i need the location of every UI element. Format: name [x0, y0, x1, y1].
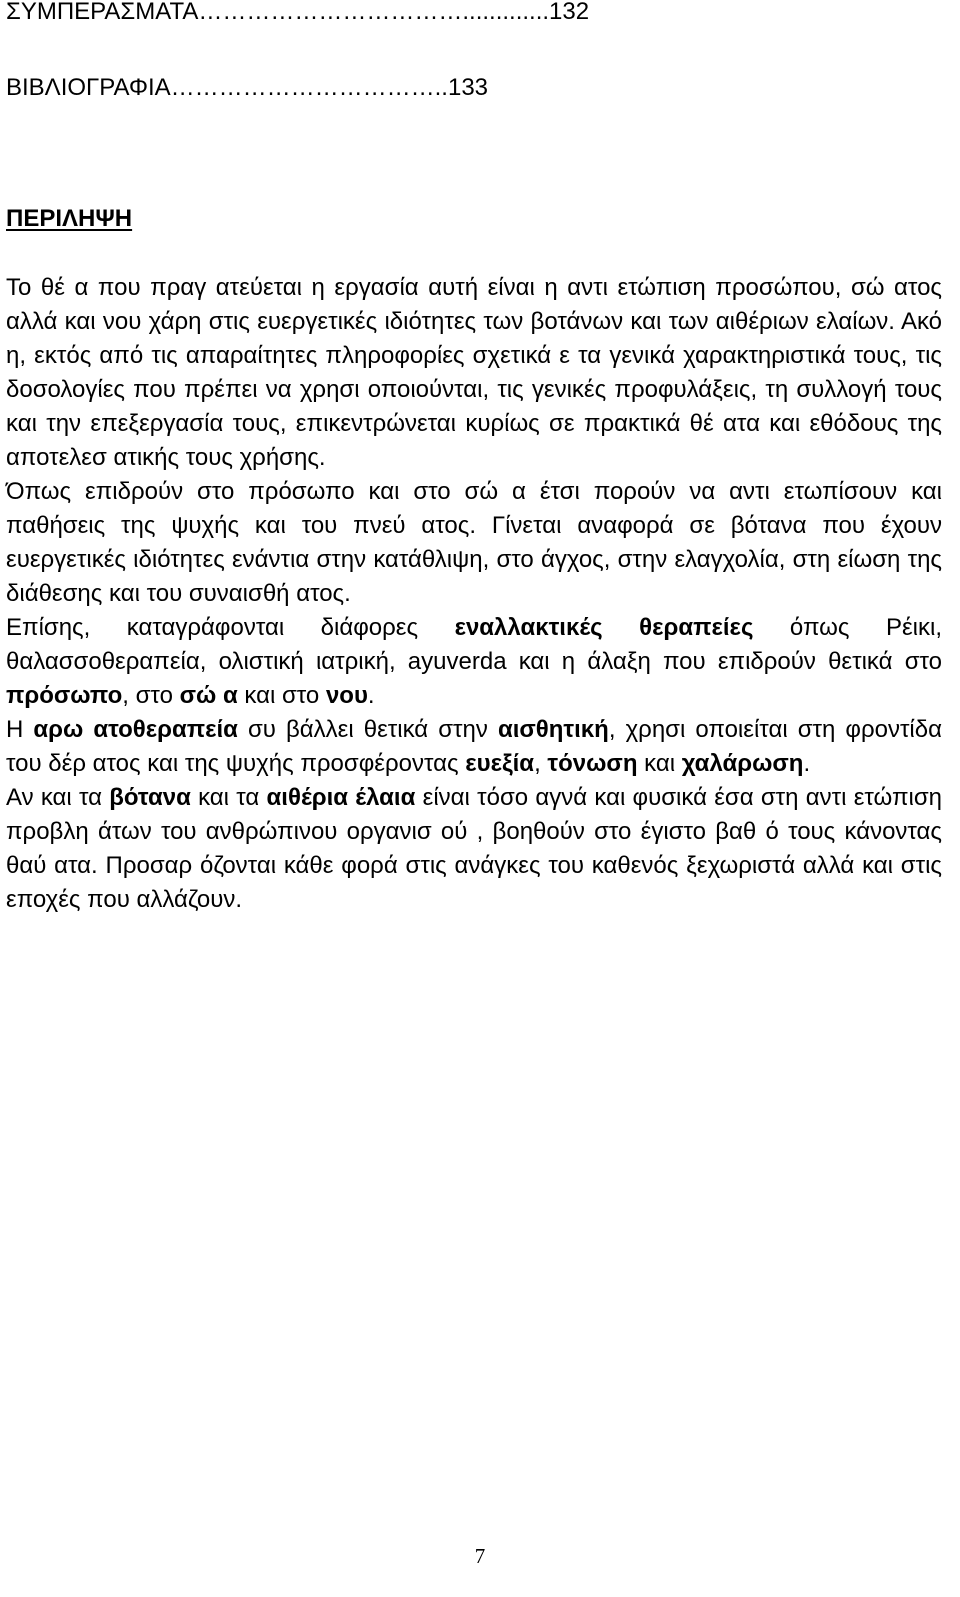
toc-entry-leader: ……………………………..	[170, 74, 448, 101]
text-run: Επίσης, καταγράφονται διάφορες	[6, 614, 455, 641]
text-run: όπως Ρέικι, θαλασσοθεραπεία, ολιστική ιατρική, ayuverda και η άλαξη που επιδρούν θετικά στο	[6, 614, 942, 675]
text-run: , χρησι οποιείται στη φροντίδα του δέρ ατος και της ψυχής προσφέροντας	[6, 716, 943, 777]
text-run: .	[803, 750, 811, 777]
paragraph-2: Όπως επιδρούν στο πρόσωπο και στο σώ α έτσι πορούν να αντι ετωπίσουν και παθήσεις της ψυχής και του πνεύ ατος. Γίνεται αναφορά σε βότανα που έχουν ευεργετικές ιδιότητες ενάντια στην κατάθλιψη, στο άγχος, στην ελαγχολία, στη είωση της διάθεσης και του συναισθή ατος.	[6, 478, 942, 607]
bold-term: αιθέρια έλαια	[266, 784, 416, 811]
text-run: είναι τόσο αγνά και φυσικά έσα στη αντι ετώπιση προβλη άτων του ανθρώπινου οργανισ ού , βοηθούν στο έγιστο βαθ ό τους κάνοντας θαύ ατα. Προσαρ όζονται κάθε φορά στις ανάγκες του καθενός ξεχωριστά αλλά και στις εποχές που αλλάζουν.	[6, 784, 942, 913]
bold-term: αρω ατοθεραπεία	[33, 716, 238, 743]
bold-term: πρόσωπο	[6, 682, 123, 709]
toc-entry-label: ΒΙΒΛΙΟΓΡΑΦΙΑ	[6, 74, 171, 101]
text-run: συ βάλλει θετικά στην	[237, 716, 498, 743]
toc-entry-bibliography	[6, 73, 488, 103]
toc-entry-label: ΣΥΜΠΕΡΑΣΜΑΤΑ	[6, 0, 199, 25]
abstract-body	[6, 271, 942, 917]
toc-entry-leader: …………………………….............	[198, 0, 550, 25]
text-run: και	[637, 750, 682, 777]
text-run: .	[367, 682, 375, 709]
text-run: , στο	[122, 682, 180, 709]
paragraph-3	[6, 611, 942, 713]
paragraph-4	[6, 713, 942, 781]
toc-entry-page: 132	[549, 0, 590, 25]
text-run: Η	[6, 716, 34, 743]
bold-term: τόνωση	[547, 750, 638, 777]
text-run: και τα	[190, 784, 267, 811]
bold-term: βότανα	[109, 784, 191, 811]
section-heading: ΠΕΡΙΛΗΨΗ	[6, 205, 133, 232]
text-run: και στο	[237, 682, 326, 709]
text-run: ,	[534, 750, 548, 777]
bold-term: νου	[325, 682, 368, 709]
toc-entry-conclusions	[6, 0, 589, 27]
bold-term: αισθητική	[497, 716, 609, 743]
text-run: Αν και τα	[6, 784, 110, 811]
paragraph-1: Το θέ α που πραγ ατεύεται η εργασία αυτή είναι η αντι ετώπιση προσώπου, σώ ατος αλλά και νου χάρη στις ευεργετικές ιδιότητες των βοτάνων και των αιθέριων ελαίων. Ακό η, εκτός από τις απαραίτητες πληροφορίες σχετικά ε τα γενικά χαρακτηριστικά τους, τις δοσολογίες που πρέπει να χρησι οποιούνται, τις γενικές προφυλάξεις, τη συλλογή τους και την επεξεργασία τους, επικεντρώνεται κυρίως σε πρακτικά θέ ατα και εθόδους της αποτελεσ ατικής τους χρήσης.	[6, 274, 942, 471]
bold-term: εναλλακτικές θεραπείες	[454, 614, 754, 641]
page-number: 7	[474, 1544, 486, 1568]
bold-term: σώ α	[179, 682, 238, 709]
paragraph-5	[6, 781, 942, 917]
toc-entry-page: 133	[447, 74, 489, 101]
bold-term: χαλάρωση	[681, 750, 804, 777]
bold-term: ευεξία	[465, 750, 535, 777]
